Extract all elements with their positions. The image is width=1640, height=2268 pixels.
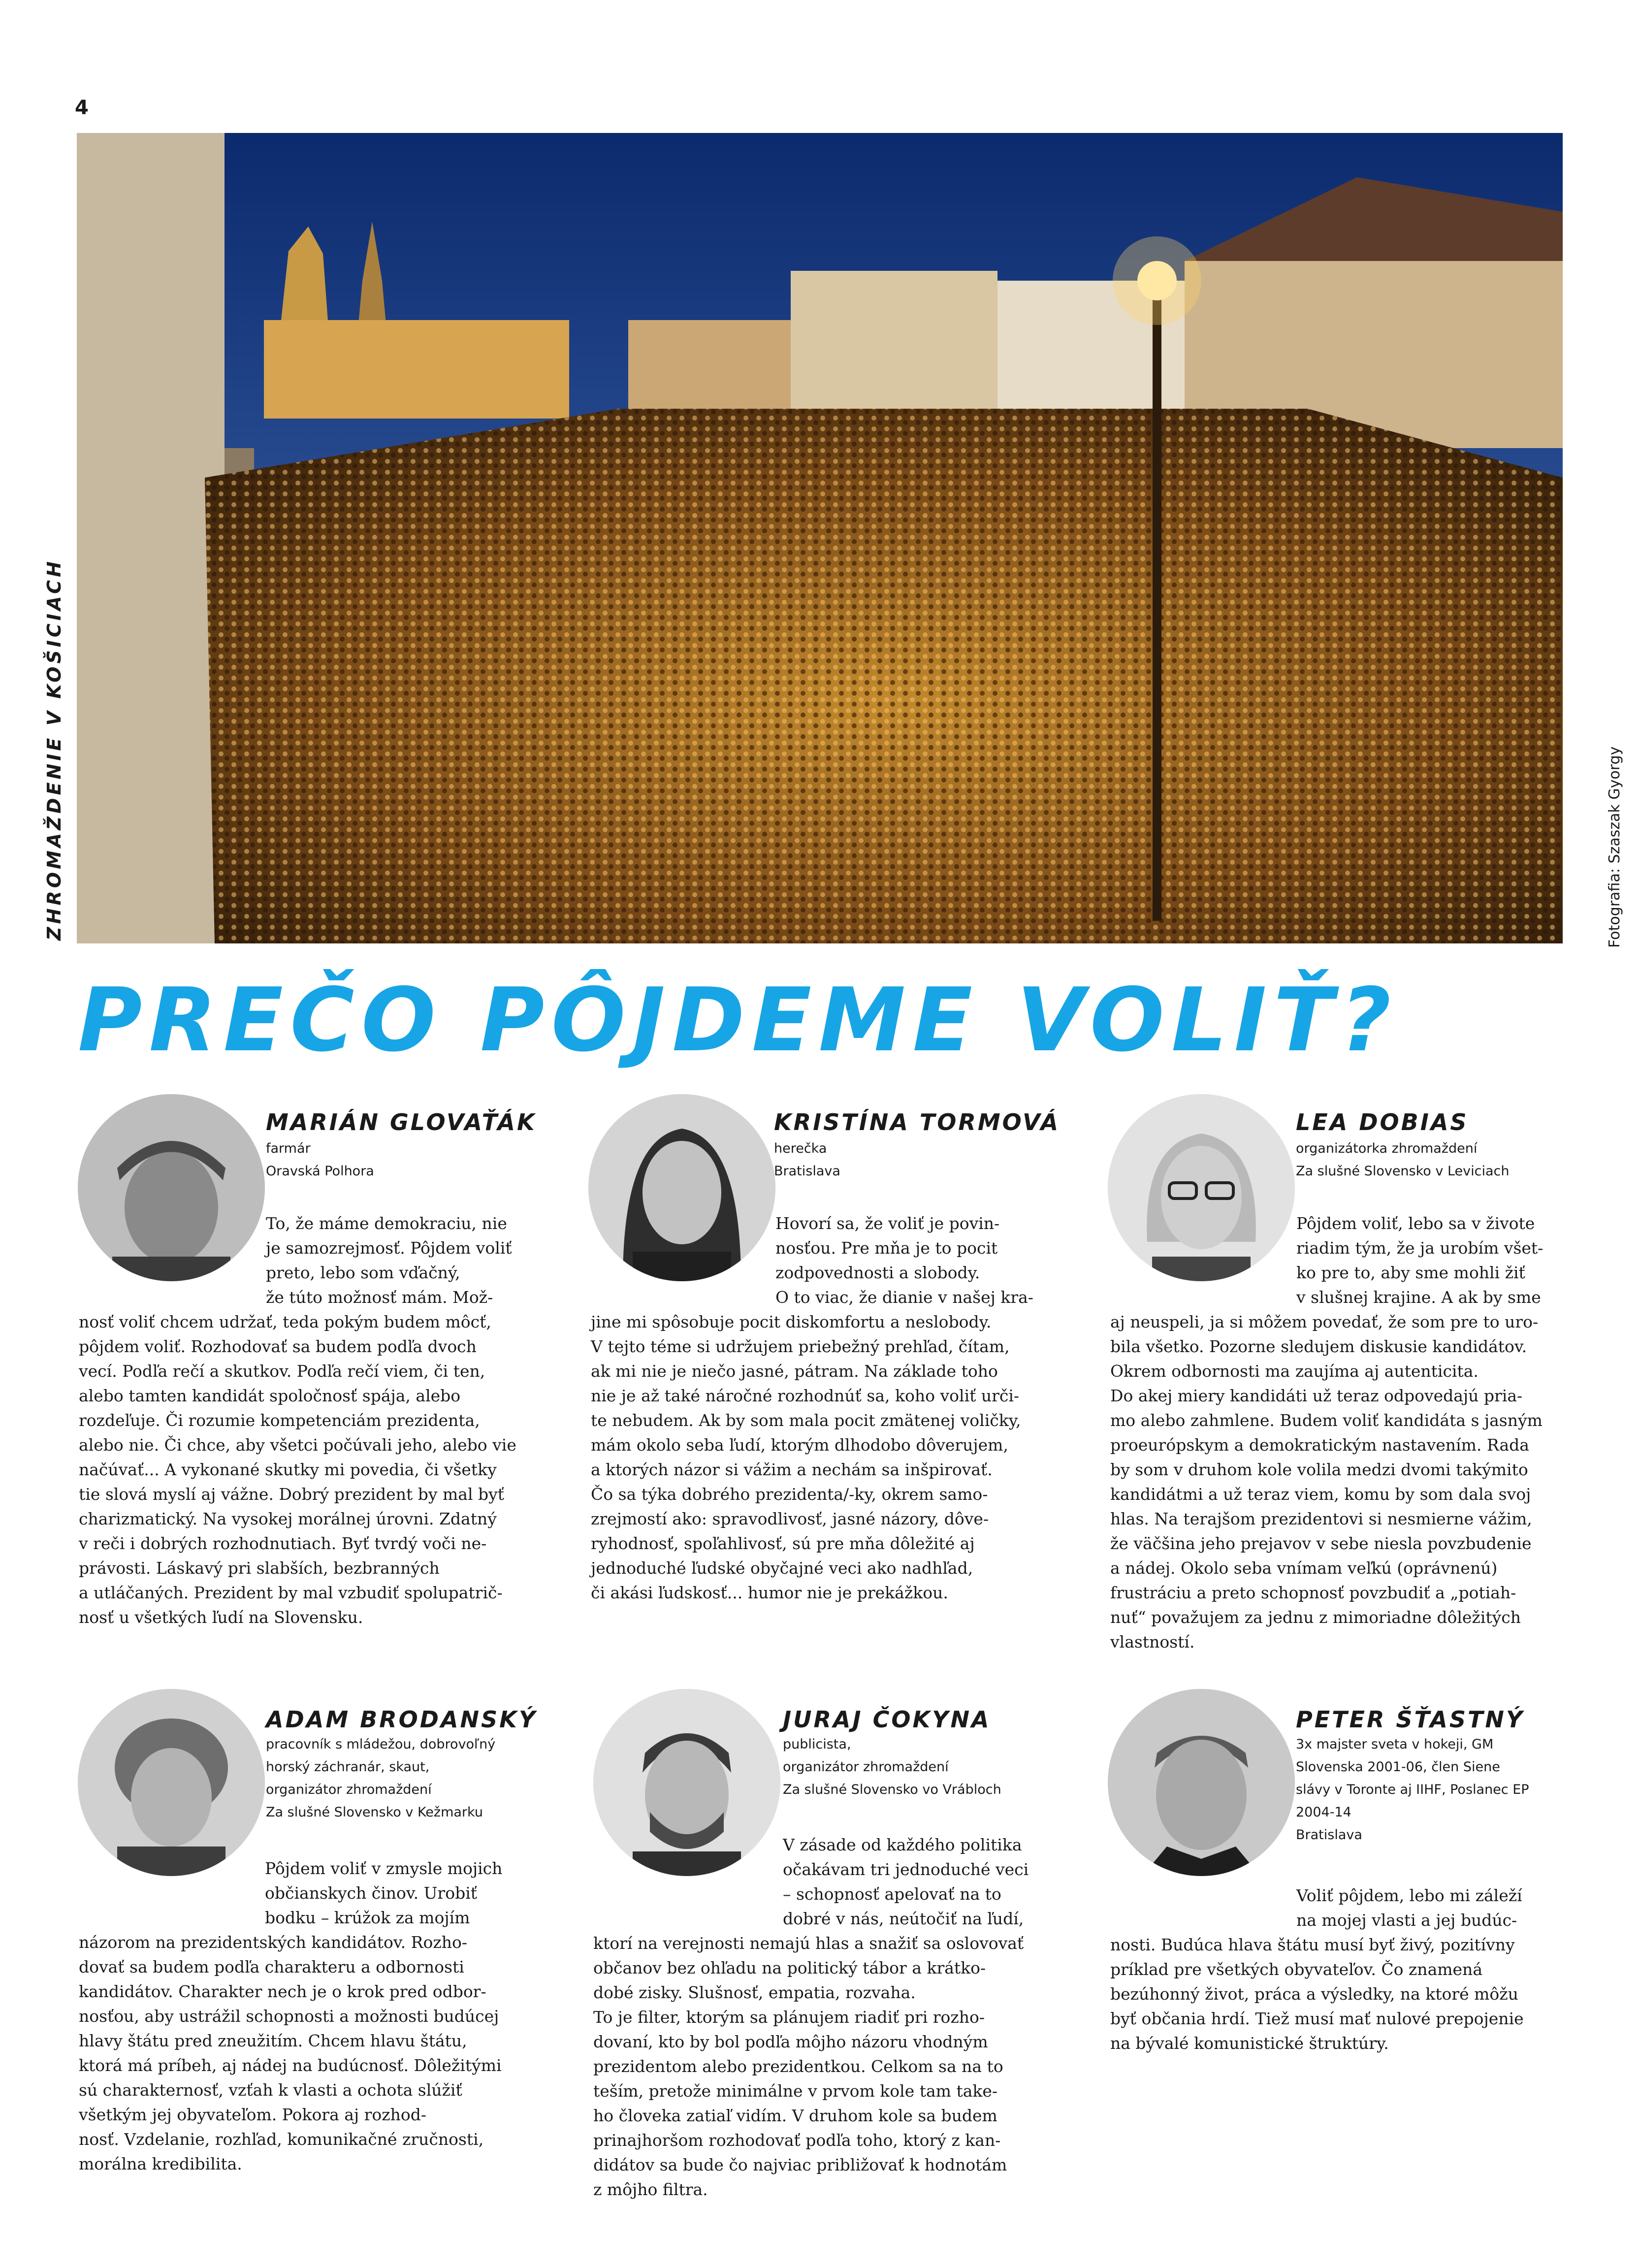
person-info bbox=[783, 1733, 1001, 1801]
statement-text bbox=[593, 1833, 1029, 2202]
text-line: ryhodnosť, spoľahlivosť, sú pre mňa dôležité aj bbox=[591, 1534, 975, 1553]
text-line: proeurópskym a demokratickým nastavením. Rada bbox=[1110, 1435, 1529, 1455]
text-line: a utláčaných. Prezident by mal vzbudiť spolupatrič- bbox=[79, 1583, 503, 1602]
person-info bbox=[266, 1137, 374, 1183]
text-line: bodku – krúžok za mojím bbox=[265, 1908, 470, 1927]
person-role: organizátorka zhromaždení bbox=[1296, 1141, 1478, 1156]
text-line: aj neuspeli, ja si môžem povedať, že som pre to uro- bbox=[1110, 1312, 1539, 1331]
text-line: vecí. Podľa rečí a skutkov. Podľa rečí viem, či ten, bbox=[79, 1361, 485, 1381]
text-line: Hovorí sa, že voliť je povin- bbox=[775, 1214, 1000, 1233]
text-line: že túto možnosť mám. Mož- bbox=[266, 1288, 493, 1307]
person-role: pracovník s mládežou, dobrovoľný bbox=[266, 1737, 496, 1752]
text-line: Čo sa týka dobrého prezidenta/-ky, okrem samo- bbox=[591, 1485, 988, 1504]
text-line: tie slová myslí aj vážne. Dobrý prezident by mal byť bbox=[79, 1485, 505, 1504]
person-info bbox=[774, 1137, 840, 1183]
person-name: ADAM BRODANSKÝ bbox=[266, 1706, 538, 1733]
text-line: nie je až také náročné rozhodnúť sa, koho voliť urči- bbox=[591, 1386, 1020, 1405]
text-line: nosti. Budúca hlava štátu musí byť živý, pozitívny bbox=[1110, 1935, 1515, 1954]
text-line: kandidátmi a už teraz viem, komu by som dala svoj bbox=[1110, 1485, 1531, 1504]
person-role: organizátor zhromaždení bbox=[783, 1759, 949, 1775]
text-line: Voliť pôjdem, lebo mi záleží bbox=[1296, 1886, 1522, 1905]
text-line: názorom na prezidentských kandidátov. Rozho- bbox=[79, 1933, 467, 1952]
text-line: pôjdem voliť. Rozhodovať sa budem podľa dvoch bbox=[79, 1337, 477, 1356]
person-name: KRISTÍNA TORMOVÁ bbox=[774, 1109, 1061, 1135]
text-line: charizmatický. Na vysokej morálnej úrovni. Zdatný bbox=[79, 1509, 497, 1528]
text-line: že väčšina jeho prejavov v sebe niesla povzbudenie bbox=[1110, 1534, 1532, 1553]
text-line: Do akej miery kandidáti už teraz odpovedajú pria- bbox=[1110, 1386, 1523, 1405]
person-role: herečka bbox=[774, 1141, 827, 1156]
person-info bbox=[1296, 1137, 1509, 1183]
statement-text bbox=[591, 1211, 1033, 1605]
text-line: je samozrejmosť. Pôjdem voliť bbox=[266, 1238, 512, 1258]
text-line: byť občania hrdí. Tiež musí mať nulové prepojenie bbox=[1110, 2009, 1524, 2028]
text-line: nosťou, aby ustrážil schopnosti a možnosti budúcej bbox=[79, 2007, 499, 2026]
portrait-photo bbox=[1108, 1689, 1295, 1876]
person-role: farmár bbox=[266, 1141, 311, 1156]
statement-text bbox=[79, 1856, 502, 2176]
person-info bbox=[1296, 1733, 1529, 1847]
text-line: Pôjdem voliť, lebo sa v živote bbox=[1296, 1214, 1535, 1233]
text-line: ho človeka zatiaľ vidím. V druhom kole sa budem bbox=[593, 2106, 997, 2125]
text-line: te nebudem. Ak by som mala pocit zmätenej voličky, bbox=[591, 1411, 1021, 1430]
statement-text bbox=[1110, 1211, 1543, 1654]
text-line: či akási ľudskosť... humor nie je prekážkou. bbox=[591, 1583, 948, 1602]
text-line: To, že máme demokraciu, nie bbox=[266, 1214, 507, 1233]
person-role: Slovenska 2001-06, člen Siene bbox=[1296, 1759, 1500, 1775]
text-line: občanov bez ohľadu na politický tábor a krátko- bbox=[593, 1958, 986, 1977]
text-line: nosť voliť chcem udržať, teda pokým budem môcť, bbox=[79, 1312, 491, 1331]
text-line: jine mi spôsobuje pocit diskomfortu a neslobody. bbox=[591, 1312, 992, 1331]
text-line: Okrem odbornosti ma zaujíma aj autenticita. bbox=[1110, 1361, 1479, 1381]
text-line: by som v druhom kole volila medzi dvomi takýmito bbox=[1110, 1460, 1528, 1479]
crowd-photo bbox=[77, 133, 1563, 943]
text-line: v reči i dobrých rozhodnutiach. Byť tvrdý voči ne- bbox=[79, 1534, 487, 1553]
page-number: 4 bbox=[75, 97, 89, 119]
text-line: dovaní, kto by bol podľa môjho názoru vhodným bbox=[593, 2032, 988, 2051]
text-line: ktorí na verejnosti nemajú hlas a snažiť sa oslovovať bbox=[593, 1934, 1024, 1953]
text-line: načúvať... A vykonané skutky mi povedia, či všetky bbox=[79, 1460, 497, 1479]
text-line: V zásade od každého politika bbox=[783, 1835, 1022, 1854]
text-line: bila všetko. Pozorne sledujem diskusie kandidátov. bbox=[1110, 1337, 1527, 1356]
text-line: ko pre to, aby sme mohli žiť bbox=[1296, 1263, 1525, 1282]
text-line: preto, lebo som vďačný, bbox=[266, 1263, 460, 1282]
person-role: slávy v Toronte aj IIHF, Poslanec EP bbox=[1296, 1782, 1529, 1797]
text-line: O to viac, že dianie v našej kra- bbox=[775, 1288, 1033, 1307]
text-line: morálna kredibilita. bbox=[79, 2154, 242, 2173]
text-line: na bývalé komunistické štruktúry. bbox=[1110, 2034, 1389, 2053]
text-line: dobé zisky. Slušnosť, empatia, rozvaha. bbox=[593, 1983, 916, 2002]
section-label: ZHROMAŽDENIE V KOŠICIACH bbox=[43, 558, 65, 940]
person-role: 3x majster sveta v hokeji, GM bbox=[1296, 1737, 1494, 1752]
person-role: horský záchranár, skaut, bbox=[266, 1759, 430, 1775]
person-location: Bratislava bbox=[774, 1164, 840, 1179]
text-line: v slušnej krajine. A ak by sme bbox=[1296, 1288, 1541, 1307]
text-line: prinajhoršom rozhodovať podľa toho, ktorý z kan- bbox=[593, 2131, 1001, 2150]
text-line: bezúhonný život, práca a výsledky, na ktoré môžu bbox=[1110, 1984, 1518, 2004]
photo-credit: Fotografia: Szaszak Gyorgy bbox=[1606, 746, 1623, 948]
text-line: nosť. Vzdelanie, rozhľad, komunikačné zručnosti, bbox=[79, 2130, 484, 2149]
text-line: dovať sa budem podľa charakteru a odbornosti bbox=[79, 1957, 464, 1976]
person-organization: Za slušné Slovensko v Leviciach bbox=[1296, 1164, 1510, 1179]
statement-text bbox=[1110, 1883, 1524, 2056]
person-organization: Za slušné Slovensko v Kežmarku bbox=[266, 1805, 483, 1820]
page-headline: PREČO PÔJDEME VOLIŤ? bbox=[78, 969, 1398, 1071]
person-organization: Za slušné Slovensko vo Vrábloch bbox=[783, 1782, 1001, 1797]
text-line: ak mi nie je niečo jasné, pátram. Na základe toho bbox=[591, 1361, 998, 1381]
text-line: a nádej. Okolo seba vnímam veľkú (oprávnenú) bbox=[1110, 1558, 1498, 1578]
text-line: alebo nie. Či chce, aby všetci počúvali jeho, alebo vie bbox=[79, 1435, 516, 1455]
text-line: sú charakternosť, vzťah k vlasti a ochota slúžiť bbox=[79, 2080, 462, 2100]
text-line: – schopnosť apelovať na to bbox=[783, 1884, 1001, 1904]
text-line: nosť u všetkých ľudí na Slovensku. bbox=[79, 1608, 363, 1627]
text-line: právosti. Láskavý pri slabších, bezbranných bbox=[79, 1558, 440, 1578]
person-name: JURAJ ČOKYNA bbox=[783, 1706, 991, 1733]
person-name: MARIÁN GLOVAŤÁK bbox=[266, 1109, 537, 1135]
text-line: rozdeľuje. Či rozumie kompetenciám prezidenta, bbox=[79, 1411, 480, 1430]
text-line: nuť“ považujem za jednu z mimoriadne dôležitých bbox=[1110, 1608, 1521, 1627]
text-line: na mojej vlasti a jej budúc- bbox=[1296, 1911, 1517, 1930]
person-name: LEA DOBIAS bbox=[1296, 1109, 1469, 1135]
text-line: príklad pre všetkých obyvateľov. Čo znamená bbox=[1110, 1960, 1482, 1979]
text-line: teším, pretože minimálne v prvom kole tam take- bbox=[593, 2081, 998, 2101]
text-line: očakávam tri jednoduché veci bbox=[783, 1860, 1029, 1879]
text-line: riadim tým, že ja urobím všet- bbox=[1296, 1238, 1544, 1258]
text-line: a ktorých názor si vážim a nechám sa inšpirovať. bbox=[591, 1460, 993, 1479]
text-line: hlavy štátu pred zneužitím. Chcem hlavu štátu, bbox=[79, 2031, 467, 2050]
text-line: mo alebo zahmlene. Budem voliť kandidáta s jasným bbox=[1110, 1411, 1543, 1430]
text-line: frustráciu a preto schopnosť povzbudiť a „potiah- bbox=[1110, 1583, 1516, 1602]
person-info bbox=[266, 1733, 495, 1824]
text-line: zrejmostí ako: spravodlivosť, jasné názory, dôve- bbox=[591, 1509, 989, 1528]
text-line: zodpovednosti a slobody. bbox=[775, 1263, 980, 1282]
text-line: z môjho filtra. bbox=[593, 2180, 708, 2199]
text-line: ktorá má príbeh, aj nádej na budúcnosť. Dôležitými bbox=[79, 2056, 502, 2075]
text-line: Pôjdem voliť v zmysle mojich bbox=[265, 1859, 503, 1878]
person-role: 2004-14 bbox=[1296, 1805, 1351, 1820]
text-line: hlas. Na terajšom prezidentovi si nesmierne vážim, bbox=[1110, 1509, 1532, 1528]
text-line: alebo tamten kandidát spoločnosť spája, alebo bbox=[79, 1386, 461, 1405]
text-line: prezidentom alebo prezidentkou. Celkom sa na to bbox=[593, 2057, 1003, 2076]
text-line: didátov sa bude čo najviac približovať k hodnotám bbox=[593, 2155, 1007, 2174]
statement-text bbox=[79, 1211, 516, 1630]
person-role: publicista, bbox=[783, 1737, 851, 1752]
text-line: kandidátov. Charakter nech je o krok pred odbor- bbox=[79, 1982, 486, 2001]
text-line: jednoduché ľudské obyčajné veci ako nadhľad, bbox=[591, 1558, 973, 1578]
person-location: Bratislava bbox=[1296, 1827, 1362, 1843]
text-line: To je filter, ktorým sa plánujem riadiť pri rozho- bbox=[593, 2008, 985, 2027]
portrait-photo bbox=[78, 1689, 265, 1876]
text-line: občianskych činov. Urobiť bbox=[265, 1883, 478, 1903]
text-line: dobré v nás, neútočiť na ľudí, bbox=[783, 1909, 1024, 1928]
text-line: nosťou. Pre mňa je to pocit bbox=[775, 1238, 998, 1258]
text-line: V tejto téme si udržujem priebežný prehľad, čítam, bbox=[591, 1337, 1010, 1356]
person-name: PETER ŠŤASTNÝ bbox=[1296, 1706, 1525, 1733]
person-location: Oravská Polhora bbox=[266, 1164, 374, 1179]
text-line: vlastností. bbox=[1110, 1632, 1195, 1652]
text-line: všetkým jej obyvateľom. Pokora aj rozhod- bbox=[79, 2105, 427, 2124]
person-role: organizátor zhromaždení bbox=[266, 1782, 432, 1797]
text-line: mám okolo seba ľudí, ktorým dlhodobo dôverujem, bbox=[591, 1435, 1008, 1455]
